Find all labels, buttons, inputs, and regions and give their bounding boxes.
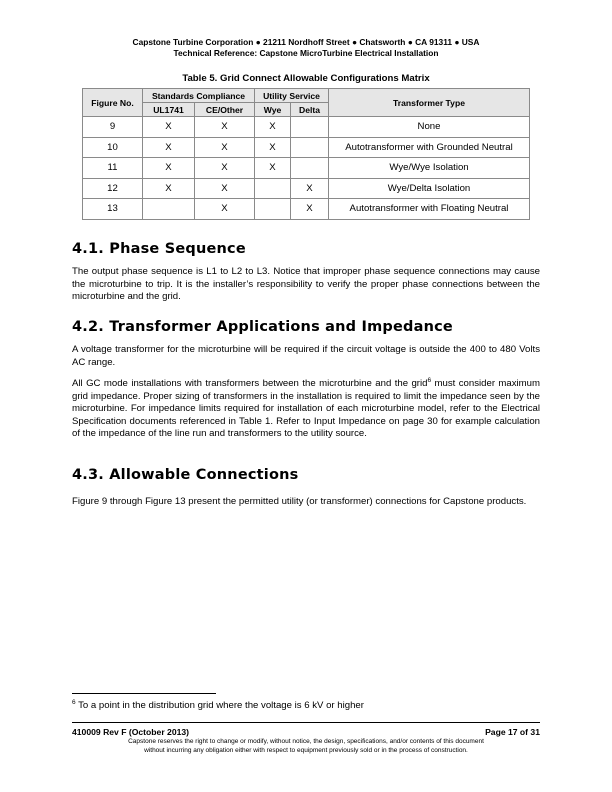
- cell-delta: [291, 137, 329, 158]
- cell-figure: 12: [83, 178, 143, 199]
- header-standards-compliance: Standards Compliance: [143, 89, 255, 103]
- transformer-paragraph-1: A voltage transformer for the microturbine will be required if the circuit voltage is outside the 400 to 480 Volts AC range.: [72, 344, 540, 368]
- cell-ce-other: X: [195, 199, 255, 220]
- cell-delta: [291, 117, 329, 138]
- footnote-separator: [72, 693, 216, 694]
- footer-disclaimer: [72, 738, 540, 755]
- phase-sequence-paragraph: The output phase sequence is L1 to L2 to L3. Notice that improper phase sequence connections may cause the microturbine to trip. It is the installer’s responsibility to verify the proper phase connections between the microturbine and the grid.: [72, 266, 540, 303]
- transformer-paragraph-2: [72, 378, 540, 441]
- table-row: [83, 137, 530, 158]
- header-company-line: Capstone Turbine Corporation ● 21211 Nordhoff Street ● Chatsworth ● CA 91311 ● USA: [132, 37, 480, 47]
- cell-delta: X: [291, 178, 329, 199]
- section-heading-transformer-applications: 4.2. Transformer Applications and Impedance: [72, 319, 453, 335]
- table-caption: Table 5. Grid Connect Allowable Configurations Matrix: [182, 73, 430, 84]
- page-header: [0, 37, 612, 59]
- cell-figure: 9: [83, 117, 143, 138]
- page-number: Page 17 of 31: [485, 727, 540, 737]
- cell-ul1741: X: [143, 158, 195, 179]
- cell-wye: [255, 178, 291, 199]
- cell-ce-other: X: [195, 137, 255, 158]
- cell-ul1741: X: [143, 117, 195, 138]
- allowable-connections-paragraph: Figure 9 through Figure 13 present the permitted utility (or transformer) connections for Capstone products.: [72, 496, 527, 507]
- cell-ul1741: [143, 199, 195, 220]
- disclaimer-line-2: without incurring any obligation either with respect to equipment previously sold or in the process of construction.: [144, 746, 468, 754]
- table-row: [83, 178, 530, 199]
- section-heading-allowable-connections: 4.3. Allowable Connections: [72, 467, 299, 483]
- cell-transformer-type: None: [329, 117, 530, 138]
- section-heading-phase-sequence: 4.1. Phase Sequence: [72, 241, 246, 257]
- cell-ul1741: X: [143, 178, 195, 199]
- cell-wye: X: [255, 137, 291, 158]
- cell-ce-other: X: [195, 178, 255, 199]
- footnote-mark: 6: [72, 698, 76, 706]
- transformer-paragraph-2-start: All GC mode installations with transformers between the microturbine and the grid: [72, 378, 428, 389]
- header-wye: Wye: [255, 103, 291, 117]
- configurations-table: [82, 88, 530, 220]
- cell-transformer-type: Autotransformer with Floating Neutral: [329, 199, 530, 220]
- cell-figure: 10: [83, 137, 143, 158]
- table-row: [83, 158, 530, 179]
- cell-wye: [255, 199, 291, 220]
- header-ul1741: UL1741: [143, 103, 195, 117]
- cell-transformer-type: Wye/Delta Isolation: [329, 178, 530, 199]
- cell-transformer-type: Autotransformer with Grounded Neutral: [329, 137, 530, 158]
- header-utility-service: Utility Service: [255, 89, 329, 103]
- disclaimer-line-1: Capstone reserves the right to change or modify, without notice, the design, specifications, and/or contents of this document: [128, 738, 484, 745]
- table-row: [83, 199, 530, 220]
- header-delta: Delta: [291, 103, 329, 117]
- cell-delta: X: [291, 199, 329, 220]
- header-ce-other: CE/Other: [195, 103, 255, 117]
- transformer-paragraph-2-rest: must consider maximum grid impedance. Proper sizing of transformers in the installation is required to limit the impedance seen by the microturbine. For impedance limits required for installation of each microturbine model, refer to the Electrical Specification documents referenced in Table 1. Refer to Input Impedance on page 30 for example calculation of the impedance of the line run and transformers to the utility source.: [72, 378, 541, 440]
- footer-rule: [72, 722, 540, 723]
- footnote-reference: 6: [427, 376, 432, 384]
- cell-wye: X: [255, 117, 291, 138]
- header-figure-no: Figure No.: [83, 89, 143, 117]
- footnote-text: To a point in the distribution grid where the voltage is 6 kV or higher: [75, 700, 364, 711]
- footnote: [72, 700, 364, 711]
- cell-ce-other: X: [195, 158, 255, 179]
- table-row: [83, 117, 530, 138]
- header-transformer-type: Transformer Type: [329, 89, 530, 117]
- cell-transformer-type: Wye/Wye Isolation: [329, 158, 530, 179]
- cell-ce-other: X: [195, 117, 255, 138]
- cell-ul1741: X: [143, 137, 195, 158]
- cell-figure: 13: [83, 199, 143, 220]
- header-reference-line: Technical Reference: Capstone MicroTurbine Electrical Installation: [173, 48, 439, 58]
- cell-figure: 11: [83, 158, 143, 179]
- cell-delta: [291, 158, 329, 179]
- cell-wye: X: [255, 158, 291, 179]
- document-revision: 410009 Rev F (October 2013): [72, 727, 190, 737]
